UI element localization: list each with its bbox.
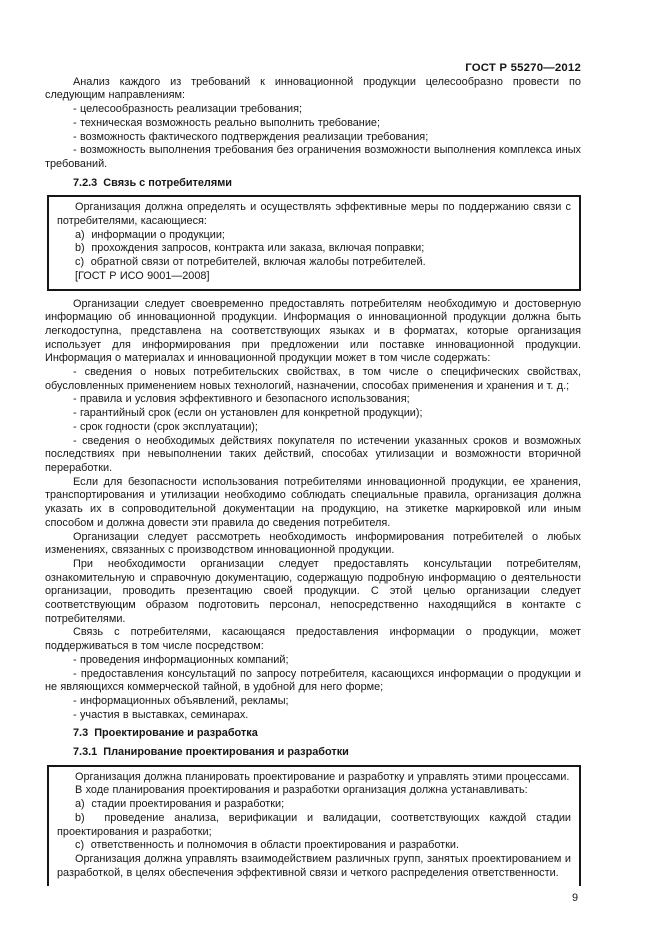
section-heading-7-3: 7.3 Проектирование и разработка xyxy=(73,727,258,740)
paragraph-safety-rules: Если для безопасности использования потребителями инновационной продукции, ее хранения, транспортирования и утилизации необходимо соблюдать специальные правила, организация должна указать их в сопроводительной документации на продукцию, на этикетке маркировкой или иным способом и должна довести эти правила до сведения потребителя. xyxy=(45,475,581,529)
section-heading-7-3-1: 7.3.1 Планирование проектирования и разработки xyxy=(73,746,349,759)
box2-paragraph-establish: В ходе планирования проектирования и разработки организация должна устанавливать: xyxy=(75,784,528,797)
box2-item-c: c) ответственность и полномочия в области проектирования и разработки. xyxy=(75,839,460,852)
quote-item-c: c) обратной связи от потребителей, включая жалобы потребителей. xyxy=(75,256,426,269)
quote-item-b: b) прохождения запросов, контракта или заказа, включая поправки; xyxy=(75,242,425,255)
info-item: - гарантийный срок (если он установлен для конкретной продукции); xyxy=(73,407,423,420)
paragraph-consultation: При необходимости организации следует предоставлять консультации потребителям, ознакомительную и справочную документацию, содержащую подробную информацию о деятельности организации, проводить презентацию своей продукции. С этой целью организации следует соответствующим образом подготовить персонал, непосредственно находящийся в контакте с потребителями. xyxy=(45,557,581,625)
info-item: - срок годности (срок эксплуатации); xyxy=(73,420,258,433)
intro-paragraph: Анализ каждого из требований к инновационной продукции целесообразно провести по следующим направлениям: xyxy=(45,75,581,102)
box2-paragraph-groups: Организация должна управлять взаимодействием различных групп, занятых проектированием и разработкой, в целях обеспечения эффективной связи и четкого распределения ответственности. xyxy=(57,852,571,879)
box2-item-b: b) проведение анализа, верификации и валидации, соответствующих каждой стадии проектирования и разработки; xyxy=(57,811,571,838)
paragraph-product-info: Организации следует своевременно предоставлять потребителям необходимую и достоверную информацию об инновационной продукции. Информация о инновационной продукции должна быть легкодоступна, представлена на соответствующих языках и в форматах, которые организация использует для информирования при предложении или поставке инновационной продукции. Информация о материалах и инновационной продукции может в том числе содержать: xyxy=(45,297,581,365)
analysis-item: - возможность фактического подтверждения реализации требования; xyxy=(73,130,429,143)
quote-box-planning xyxy=(47,765,581,887)
info-item: - сведения о необходимых действиях покупателя по истечении указанных сроков и возможных последствиях при невыполнении таких действий, способах утилизации и возможности вторичной переработки. xyxy=(45,434,581,474)
analysis-item: - возможность выполнения требования без ограничения возможности выполнения комплекса иных требований. xyxy=(45,144,581,170)
doc-code-header: ГОСТ Р 55270—2012 xyxy=(465,62,581,74)
communication-item: - информационных объявлений, рекламы; xyxy=(73,694,289,707)
info-item: - сведения о новых потребительских свойствах, в том числе о специфических свойствах, обусловленных применением новых технологий, назначении, способах применения и хранения и т. д.; xyxy=(45,366,581,392)
box2-paragraph-plan: Организация должна планировать проектирование и разработку и управлять этими процессами. xyxy=(75,770,570,783)
box2-item-a: a) стадии проектирования и разработки; xyxy=(75,798,285,811)
communication-item: - участия в выставках, семинарах. xyxy=(73,708,249,721)
quote-item-a: a) информации о продукции; xyxy=(75,228,225,241)
paragraph-change-notification: Организации следует рассмотреть необходимость информирования потребителей о любых изменениях, связанных с производством инновационной продукции. xyxy=(45,530,581,557)
communication-item: - проведения информационных компаний; xyxy=(73,653,289,666)
quote-source: [ГОСТ Р ИСО 9001—2008] xyxy=(75,269,210,282)
quote-intro: Организация должна определять и осуществлять эффективные меры по поддержанию связи с потребителями, касающиеся: xyxy=(57,201,571,228)
section-heading-7-2-3: 7.2.3 Связь с потребителями xyxy=(73,176,232,189)
communication-item: - предоставления консультаций по запросу потребителя, касающихся информации о продукции и не являющихся коммерческой тайной, в удобной для него форме; xyxy=(45,667,581,694)
quote-box-9001 xyxy=(47,195,581,290)
analysis-item: - целесообразность реализации требования; xyxy=(73,103,302,116)
analysis-item: - техническая возможность реально выполнить требование; xyxy=(73,116,380,129)
info-item: - правила и условия эффективного и безопасного использования; xyxy=(73,393,410,406)
page-number: 9 xyxy=(571,892,578,905)
paragraph-communication: Связь с потребителями, касающаяся предоставления информации о продукции, может поддерживаться в том числе посредством: xyxy=(45,626,581,653)
